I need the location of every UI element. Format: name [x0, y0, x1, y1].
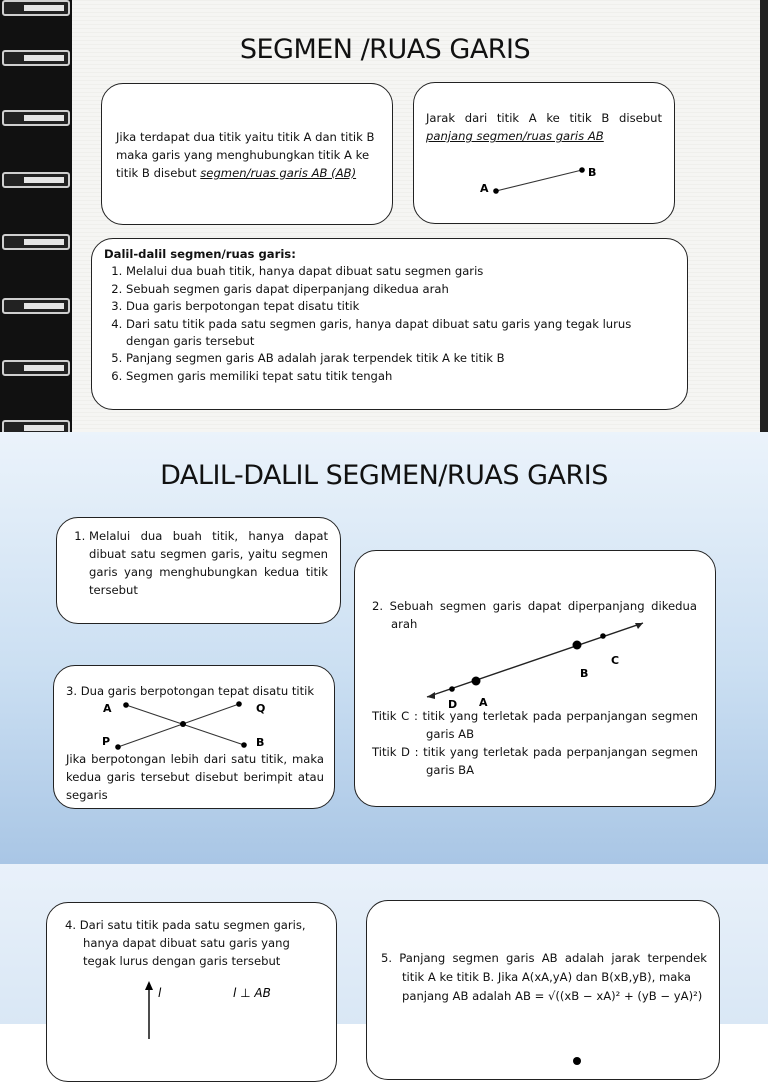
postulate-3-box: [53, 665, 335, 809]
slide-dalil-continued: [0, 864, 768, 1024]
postulate-item: 1. Melalui dua buah titik, hanya dapat dibuat satu segmen garis: [126, 263, 673, 280]
page-edge: [760, 0, 768, 432]
point-b: [579, 167, 585, 173]
postulates-box: [91, 238, 688, 410]
postulate-5-formula: panjang AB adalah AB = √((xB − xA)² + (yB − yA)²): [402, 989, 703, 1003]
intersection-point: [180, 721, 186, 727]
postulate-item: 6. Segmen garis memiliki tepat satu titik tengah: [126, 368, 673, 385]
extended-segment-diagram: [365, 611, 695, 711]
binding-ring: [2, 172, 70, 188]
postulate-1-text: 1. Melalui dua buah titik, hanya dapat dibuat satu segmen garis, yaitu segmen garis yang menghubungkan kedua titik tersebut: [89, 527, 328, 599]
note-c-text: Titik C : titik yang terletak pada perpanjangan segmen garis AB: [372, 709, 698, 741]
slide-segmen: [0, 0, 768, 432]
binding-ring: [2, 50, 70, 66]
perpendicular-label: l ⊥ AB: [233, 986, 271, 1000]
definition-text: Jika terdapat dua titik yaitu titik A dan titik B maka garis yang menghubungkan titik A ke titik B disebut: [116, 130, 375, 180]
binding-ring: [2, 234, 70, 250]
binding-ring: [2, 360, 70, 376]
label-b: B: [256, 736, 265, 749]
binding-ring: [2, 110, 70, 126]
line-pq: [118, 704, 239, 747]
label-q: Q: [256, 702, 266, 715]
arrow-left: [427, 692, 435, 699]
slide-title: DALIL-DALIL SEGMEN/RUAS GARIS: [160, 460, 608, 491]
label-p: P: [102, 735, 111, 748]
binding-ring: [2, 0, 70, 16]
segment-line: [496, 170, 582, 191]
postulate-3-text: 3. Dua garis berpotongan tepat disatu titik: [66, 684, 315, 698]
spiral-binding: [0, 0, 72, 432]
postulate-1-list: [69, 527, 328, 599]
postulate-5-box: [366, 900, 720, 1080]
definition-box: [101, 83, 393, 225]
note-c: [372, 707, 698, 779]
label-l: l: [158, 986, 162, 1000]
postulates-heading: Dalil-dalil segmen/ruas garis:: [104, 247, 296, 261]
distance-box: [413, 82, 675, 224]
binding-ring: [2, 298, 70, 314]
label-d: D: [448, 698, 458, 711]
slide-dalil: [0, 432, 768, 864]
postulate-4-text: 4. Dari satu titik pada satu segmen garis, hanya dapat dibuat satu garis yang tegak lurus dengan garis tersebut: [65, 918, 306, 968]
point-p: [115, 744, 121, 750]
postulate-item: 2. Sebuah segmen garis dapat diperpanjang dikedua arah: [126, 281, 673, 298]
postulate-item: 5. Panjang segmen garis AB adalah jarak terpendek titik A ke titik B: [126, 350, 673, 367]
label-b: B: [580, 667, 589, 680]
point-q: [236, 701, 242, 707]
postulate-2-box: [354, 550, 716, 807]
postulate-5-line1: 5. Panjang segmen garis AB adalah jarak terpendek titik A ke titik B. Jika A(xA,yA) dan B(xB,yB), maka: [381, 951, 707, 984]
note-d-text: Titik D : titik yang terletak pada perpanjangan segmen garis BA: [372, 745, 698, 777]
definition-term: segmen/ruas garis AB (AB): [200, 166, 357, 180]
postulate-4-box: [46, 902, 337, 1082]
point-dot: [573, 1057, 581, 1065]
postulate-2-text: 2. Sebuah segmen garis dapat diperpanjang dikedua arah: [372, 599, 697, 631]
arrow-up: [145, 981, 153, 990]
distance-text: Jarak dari titik A ke titik B disebut: [426, 111, 662, 125]
distance-term: panjang segmen/ruas garis AB: [426, 129, 604, 143]
point-a: [493, 188, 499, 194]
point-a: [472, 677, 481, 686]
point-a: [123, 702, 129, 708]
postulate-1-box: [56, 517, 341, 624]
postulate-item: 3. Dua garis berpotongan tepat disatu titik: [126, 298, 673, 315]
point-b: [573, 641, 582, 650]
point-b: [241, 742, 247, 748]
label-a: A: [479, 696, 488, 709]
postulate-item: 4. Dari satu titik pada satu segmen garis, hanya dapat dibuat satu garis yang tegak lurus dengan garis tersebut: [126, 316, 673, 351]
point-d: [449, 686, 455, 692]
label-c: C: [611, 654, 620, 667]
label-a: A: [480, 182, 489, 195]
label-a: A: [103, 702, 112, 715]
intersecting-lines-diagram: [84, 696, 304, 749]
point-c: [600, 633, 606, 639]
slide-title: SEGMEN /RUAS GARIS: [239, 34, 531, 65]
label-b: B: [588, 166, 597, 179]
segment-ab-diagram: [474, 161, 674, 211]
postulate-3-note: Jika berpotongan lebih dari satu titik, maka kedua garis tersebut disebut berimpit atau segaris: [66, 752, 324, 802]
postulates-list: [104, 263, 673, 385]
perpendicular-diagram: [127, 979, 327, 1039]
